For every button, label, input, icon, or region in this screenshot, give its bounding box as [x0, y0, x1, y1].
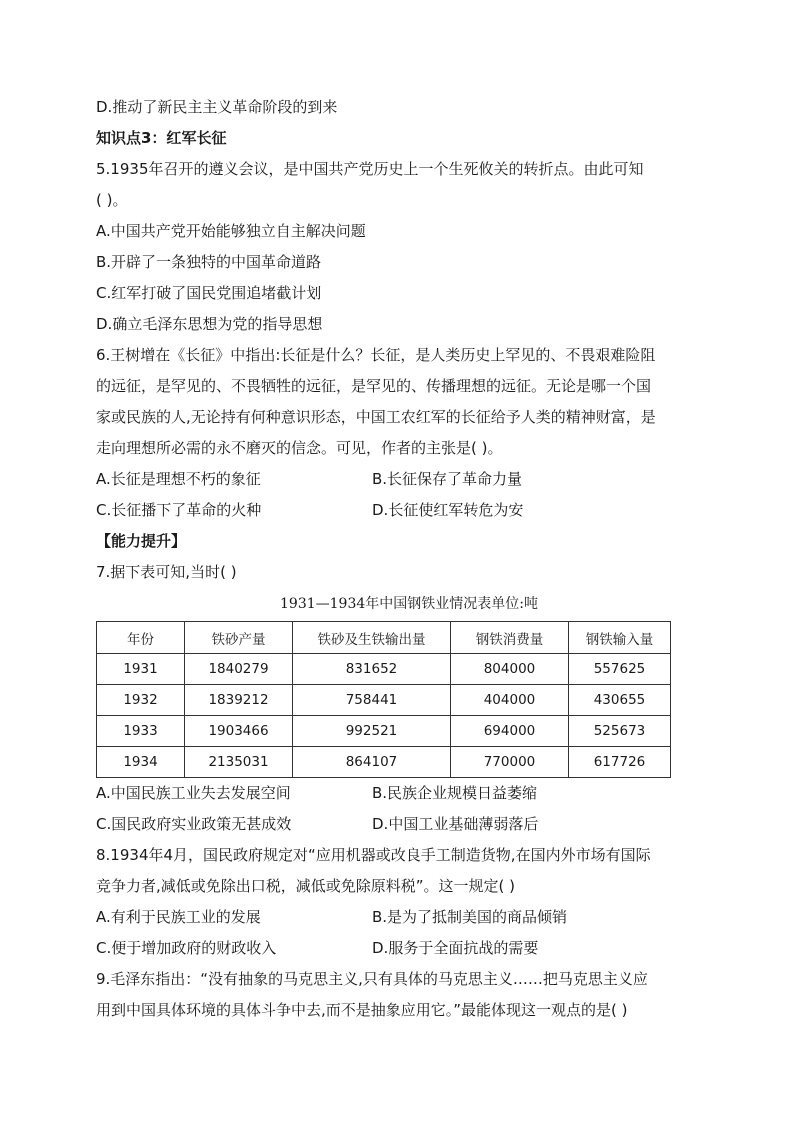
table-cell: 404000	[451, 685, 569, 716]
header-ore-pig-iron-export: 铁砂及生铁输出量	[293, 622, 451, 654]
table-cell: 525673	[569, 716, 671, 747]
q7-stem: 7.据下表可知,当时( )	[96, 563, 237, 581]
table-cell: 1932	[97, 685, 185, 716]
q7-option-d: D.中国工业基础薄弱落后	[372, 815, 539, 833]
q8-stem-line1: 8.1934年4月，国民政府规定对“应用机器或改良手工制造货物,在国内外市场有国际	[96, 846, 651, 864]
q6-option-c: C.长征播下了革命的火种	[96, 501, 262, 519]
q5-option-c: C.红军打破了国民党围追堵截计划	[96, 284, 322, 302]
table-row	[97, 685, 671, 716]
q5-stem-line1: 5.1935年召开的遵义会议，是中国共产党历史上一个生死攸关的转折点。由此可知	[96, 160, 644, 178]
q5-stem-line2: ( )。	[96, 191, 128, 209]
table-row	[97, 747, 671, 778]
table-header-row	[97, 622, 671, 654]
section-heading-ability: 【能力提升】	[96, 532, 187, 550]
q7-options-row1	[96, 778, 706, 809]
q5-option-b: B.开辟了一条独特的中国革命道路	[96, 253, 322, 271]
q6-option-b: B.长征保存了革命力量	[372, 470, 523, 488]
q7-option-b: B.民族企业规模日益萎缩	[372, 784, 538, 802]
worksheet-page	[96, 92, 706, 1026]
table-cell: 694000	[451, 716, 569, 747]
q7-option-c: C.国民政府实业政策无甚成效	[96, 815, 292, 833]
table-cell: 992521	[293, 716, 451, 747]
table-cell: 864107	[293, 747, 451, 778]
table-cell: 1934	[97, 747, 185, 778]
q6-options-row2	[96, 495, 706, 526]
header-steel-consumption: 钢铁消费量	[451, 622, 569, 654]
table-cell: 770000	[451, 747, 569, 778]
q6-options-row1	[96, 464, 706, 495]
table-cell: 831652	[293, 654, 451, 685]
q6-stem-line2: 的远征，是罕见的、不畏牺牲的远征，是罕见的、传播理想的远征。无论是哪一个国	[96, 377, 652, 395]
q8-options-row1	[96, 902, 706, 933]
q9-stem-line2: 用到中国具体环境的具体斗争中去,而不是抽象应用它。”最能体现这一观点的是( )	[96, 1001, 628, 1019]
table-cell: 2135031	[185, 747, 293, 778]
q7-options-row2	[96, 809, 706, 840]
table-cell: 430655	[569, 685, 671, 716]
header-year: 年份	[97, 622, 185, 654]
table-cell: 1933	[97, 716, 185, 747]
table-row	[97, 716, 671, 747]
q8-option-c: C.便于增加政府的财政收入	[96, 939, 277, 957]
table-row	[97, 654, 671, 685]
q8-option-b: B.是为了抵制美国的商品倾销	[372, 908, 568, 926]
q8-option-a: A.有利于民族工业的发展	[96, 908, 261, 926]
table-cell: 557625	[569, 654, 671, 685]
q6-stem-line1: 6.王树增在《长征》中指出:长征是什么？长征，是人类历史上罕见的、不畏艰难险阻	[96, 346, 656, 364]
table-cell: 1903466	[185, 716, 293, 747]
q8-options-row2	[96, 933, 706, 964]
q6-stem-line4: 走向理想所必需的永不磨灭的信念。可见，作者的主张是( )。	[96, 439, 503, 457]
steel-industry-table	[96, 621, 671, 778]
q9-stem-line1: 9.毛泽东指出：“没有抽象的马克思主义,只有具体的马克思主义……把马克思主义应	[96, 970, 648, 988]
table-cell: 1839212	[185, 685, 293, 716]
table-cell: 804000	[451, 654, 569, 685]
q4-option-d: D.推动了新民主主义革命阶段的到来	[96, 98, 338, 116]
header-iron-ore-output: 铁砂产量	[185, 622, 293, 654]
section-heading-long-march: 知识点3：红军长征	[96, 129, 227, 147]
q5-option-a: A.中国共产党开始能够独立自主解决问题	[96, 222, 366, 240]
table-cell: 1931	[97, 654, 185, 685]
q6-stem-line3: 家或民族的人,无论持有何种意识形态，中国工农红军的长征给予人类的精神财富，是	[96, 408, 656, 426]
table-cell: 758441	[293, 685, 451, 716]
q6-option-d: D.长征使红军转危为安	[372, 501, 524, 519]
q5-option-d: D.确立毛泽东思想为党的指导思想	[96, 315, 323, 333]
table-caption: 1931—1934年中国钢铁业情况表单位:吨	[280, 596, 538, 612]
table-cell: 1840279	[185, 654, 293, 685]
q6-option-a: A.长征是理想不朽的象征	[96, 470, 261, 488]
table-cell: 617726	[569, 747, 671, 778]
header-steel-import: 钢铁输入量	[569, 622, 671, 654]
q7-option-a: A.中国民族工业失去发展空间	[96, 784, 291, 802]
q8-option-d: D.服务于全面抗战的需要	[372, 939, 539, 957]
q8-stem-line2: 竞争力者,减低或免除出口税，减低或免除原料税”。这一规定( )	[96, 877, 516, 895]
